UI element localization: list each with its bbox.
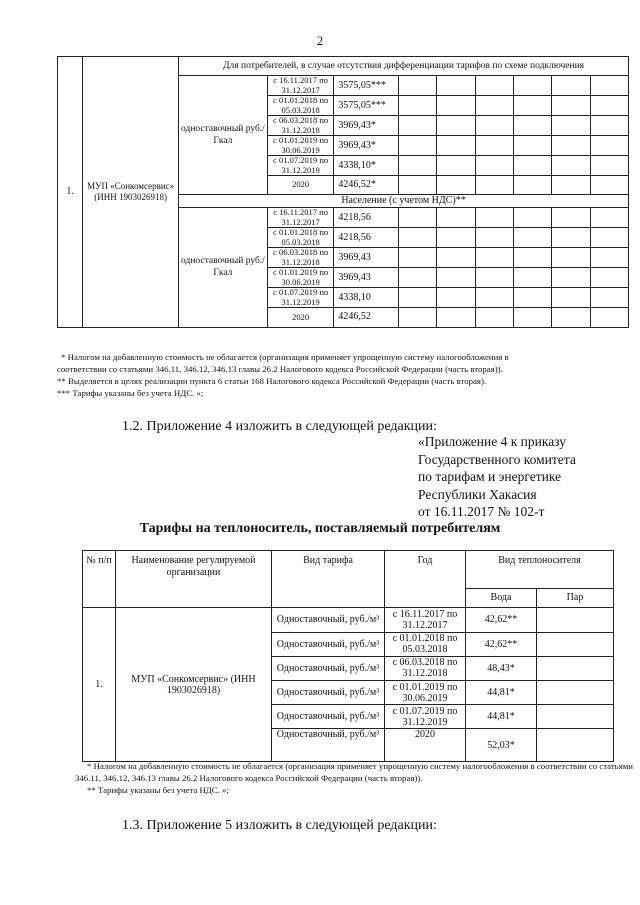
water-value: 52,03* (466, 729, 537, 762)
empty-cell (552, 76, 590, 96)
tariff-period: с 16.11.2017 по 31.12.2017 (267, 76, 334, 96)
empty-cell (475, 308, 513, 327)
empty-cell (552, 136, 590, 156)
empty-cell (475, 116, 513, 136)
heat-tariff-table (57, 56, 629, 328)
tariff-period: с 06.03.2018 по 31.12.2018 (267, 116, 334, 136)
empty-cell (552, 228, 590, 248)
empty-cell (552, 288, 590, 308)
appendix-4-heading (418, 433, 576, 521)
tariff-value: 3969,43 (334, 268, 399, 288)
empty-cell (513, 136, 551, 156)
consumers-header: Для потребителей, в случае отсутствия дифференциации тарифов по схеме подключения (179, 57, 629, 76)
water-value: 42,62** (466, 632, 537, 656)
empty-cell (398, 248, 436, 268)
tariff-year: с 01.01.2018 по 05.03.2018 (385, 632, 466, 656)
tariff-year: 2020 (385, 729, 466, 762)
tariff-type: Одноставочный, руб./м³ (272, 705, 385, 729)
empty-cell (475, 136, 513, 156)
empty-cell (552, 248, 590, 268)
tariff-type: Одноставочный, руб./м³ (272, 656, 385, 680)
empty-cell (398, 156, 436, 176)
appendix-line: по тарифам и энергетике (418, 469, 562, 484)
empty-cell (398, 308, 436, 327)
appendix-line: Республики Хакасия (418, 486, 537, 502)
empty-cell (475, 228, 513, 248)
tariff-period: 2020 (267, 176, 334, 195)
organization-name: МУП «Сонкомсервис» (ИНН 1903026918) (116, 608, 272, 762)
tariff-value: 4338,10 (334, 288, 399, 308)
empty-cell (590, 268, 628, 288)
empty-cell (513, 268, 551, 288)
empty-cell (437, 96, 475, 116)
col-header-org: Наименование регулируемой организации (116, 551, 272, 608)
tariff-type: одноставочный руб./Гкал (179, 76, 268, 195)
footnote-1: * Налогом на добавленную стоимость не облагается (организация применяет упрощенную систему налогообложения в соответствии со статьями 346.11, 346.12, 346.13 главы 26.2 Налогового кодекса Российской Федерации (часть вторая)). (75, 761, 634, 783)
tariff-period: с 01.07.2019 по 31.12.2019 (267, 288, 334, 308)
page-number: 2 (316, 33, 324, 48)
table1-footnotes (57, 351, 632, 399)
empty-cell (398, 96, 436, 116)
empty-cell (437, 176, 475, 195)
empty-cell (437, 136, 475, 156)
footnote-3: *** Тарифы указаны без учета НДС. »; (57, 388, 204, 398)
empty-cell (513, 96, 551, 116)
empty-cell (475, 288, 513, 308)
tariff-value: 4246,52* (334, 176, 399, 195)
empty-cell (437, 288, 475, 308)
col-header-carrier: Вид теплоносителя (466, 551, 614, 589)
empty-cell (590, 288, 628, 308)
empty-cell (437, 268, 475, 288)
empty-cell (513, 116, 551, 136)
tariff-year: с 16.11.2017 по 31.12.2017 (385, 608, 466, 632)
tariff-value: 3969,43 (334, 248, 399, 268)
empty-cell (513, 176, 551, 195)
empty-cell (552, 116, 590, 136)
empty-cell (398, 116, 436, 136)
empty-cell (437, 156, 475, 176)
tariff-period: с 01.01.2018 по 05.03.2018 (267, 228, 334, 248)
empty-cell (590, 96, 628, 116)
population-header: Население (с учетом НДС)** (179, 195, 629, 208)
tariff-year: с 01.07.2019 по 31.12.2019 (385, 705, 466, 729)
footnote-1b: соответствии со статьями 346.11, 346.12, 346.13 главы 26.2 Налогового кодекса Российской Федерации (часть вторая)). (57, 364, 503, 374)
organization-name: МУП «Сонкомсервис» (ИНН 1903026918) (83, 57, 179, 328)
footnote-1a: * Налогом на добавленную стоимость не облагается (организация применяет упрощенную систему налогообложения в (61, 352, 509, 362)
empty-cell (513, 208, 551, 228)
empty-cell (552, 308, 590, 327)
empty-cell (398, 176, 436, 195)
empty-cell (398, 208, 436, 228)
empty-cell (552, 176, 590, 195)
empty-cell (590, 136, 628, 156)
paragraph-1-2: 1.2. Приложение 4 изложить в следующей редакции: (122, 419, 437, 434)
tariff-value: 3575,05*** (334, 96, 399, 116)
empty-cell (513, 76, 551, 96)
empty-cell (552, 208, 590, 228)
empty-cell (590, 176, 628, 195)
empty-cell (475, 208, 513, 228)
col-header-steam: Пар (537, 589, 614, 608)
water-value: 44,81* (466, 705, 537, 729)
empty-cell (590, 156, 628, 176)
empty-cell (590, 248, 628, 268)
tariff-type: одноставочный руб./Гкал (179, 208, 268, 327)
empty-cell (552, 268, 590, 288)
tariff-period: с 01.07.2019 по 31.12.2019 (267, 156, 334, 176)
steam-value (537, 729, 614, 762)
empty-cell (513, 156, 551, 176)
steam-value (537, 632, 614, 656)
appendix-line: «Приложение 4 к приказу (418, 434, 566, 449)
tariff-value: 4218,56 (334, 228, 399, 248)
tariff-year: с 06.03.2018 по 31.12.2018 (385, 656, 466, 680)
empty-cell (398, 136, 436, 156)
tariff-value: 4218,56 (334, 208, 399, 228)
tariff-period: 2020 (267, 308, 334, 327)
empty-cell (475, 248, 513, 268)
tariff-value: 4246,52 (334, 308, 399, 327)
empty-cell (437, 208, 475, 228)
empty-cell (475, 268, 513, 288)
tariff-value: 3969,43* (334, 136, 399, 156)
empty-cell (513, 228, 551, 248)
tariff-period: с 01.01.2019 по 30.06.2019 (267, 268, 334, 288)
col-header-year: Год (385, 551, 466, 608)
tariff-type: Одноставочный, руб./м³ (272, 729, 385, 762)
steam-value (537, 705, 614, 729)
empty-cell (437, 248, 475, 268)
col-header-tariff-type: Вид тарифа (272, 551, 385, 608)
table2-footnotes (75, 760, 635, 796)
water-value: 48,43* (466, 656, 537, 680)
tariff-period: с 01.01.2018 по 05.03.2018 (267, 96, 334, 116)
empty-cell (437, 76, 475, 96)
footnote-2: ** Выделяется в целях реализации пункта 6 статьи 168 Налогового кодекса Российской Федерации (часть вторая). (57, 376, 487, 386)
empty-cell (475, 156, 513, 176)
tariff-value: 4338,10* (334, 156, 399, 176)
row-number: 1. (58, 57, 83, 328)
row-number: 1. (83, 608, 116, 762)
col-header-water: Вода (466, 589, 537, 608)
tariff-type: Одноставочный, руб./м³ (272, 608, 385, 632)
empty-cell (513, 288, 551, 308)
empty-cell (437, 228, 475, 248)
empty-cell (398, 76, 436, 96)
empty-cell (552, 96, 590, 116)
footnote-2: ** Тарифы указаны без учета НДС. »; (87, 785, 229, 795)
steam-value (537, 656, 614, 680)
tariff-period: с 06.03.2018 по 31.12.2018 (267, 248, 334, 268)
empty-cell (590, 228, 628, 248)
coolant-tariff-table (82, 550, 614, 762)
col-header-number: № п/п (83, 551, 116, 608)
empty-cell (398, 228, 436, 248)
tariff-type: Одноставочный, руб./м³ (272, 632, 385, 656)
empty-cell (590, 208, 628, 228)
coolant-tariffs-title: Тарифы на теплоноситель, поставляемый потребителям (139, 521, 501, 536)
steam-value (537, 680, 614, 704)
empty-cell (398, 288, 436, 308)
empty-cell (552, 156, 590, 176)
water-value: 42,62** (466, 608, 537, 632)
tariff-period: с 16.11.2017 по 31.12.2017 (267, 208, 334, 228)
tariff-value: 3969,43* (334, 116, 399, 136)
empty-cell (513, 308, 551, 327)
steam-value (537, 608, 614, 632)
empty-cell (513, 248, 551, 268)
empty-cell (590, 76, 628, 96)
empty-cell (590, 308, 628, 327)
empty-cell (398, 268, 436, 288)
appendix-line: от 16.11.2017 № 102-т (418, 504, 545, 519)
empty-cell (475, 96, 513, 116)
appendix-line: Государственного комитета (418, 451, 576, 467)
empty-cell (475, 176, 513, 195)
empty-cell (437, 308, 475, 327)
tariff-value: 3575,05*** (334, 76, 399, 96)
paragraph-1-3: 1.3. Приложение 5 изложить в следующей редакции: (122, 818, 437, 833)
tariff-period: с 01.01.2019 по 30.06.2019 (267, 136, 334, 156)
empty-cell (475, 76, 513, 96)
water-value: 44,81* (466, 680, 537, 704)
empty-cell (590, 116, 628, 136)
tariff-year: с 01.01.2019 по 30.06.2019 (385, 680, 466, 704)
empty-cell (437, 116, 475, 136)
tariff-type: Одноставочный, руб./м³ (272, 680, 385, 704)
